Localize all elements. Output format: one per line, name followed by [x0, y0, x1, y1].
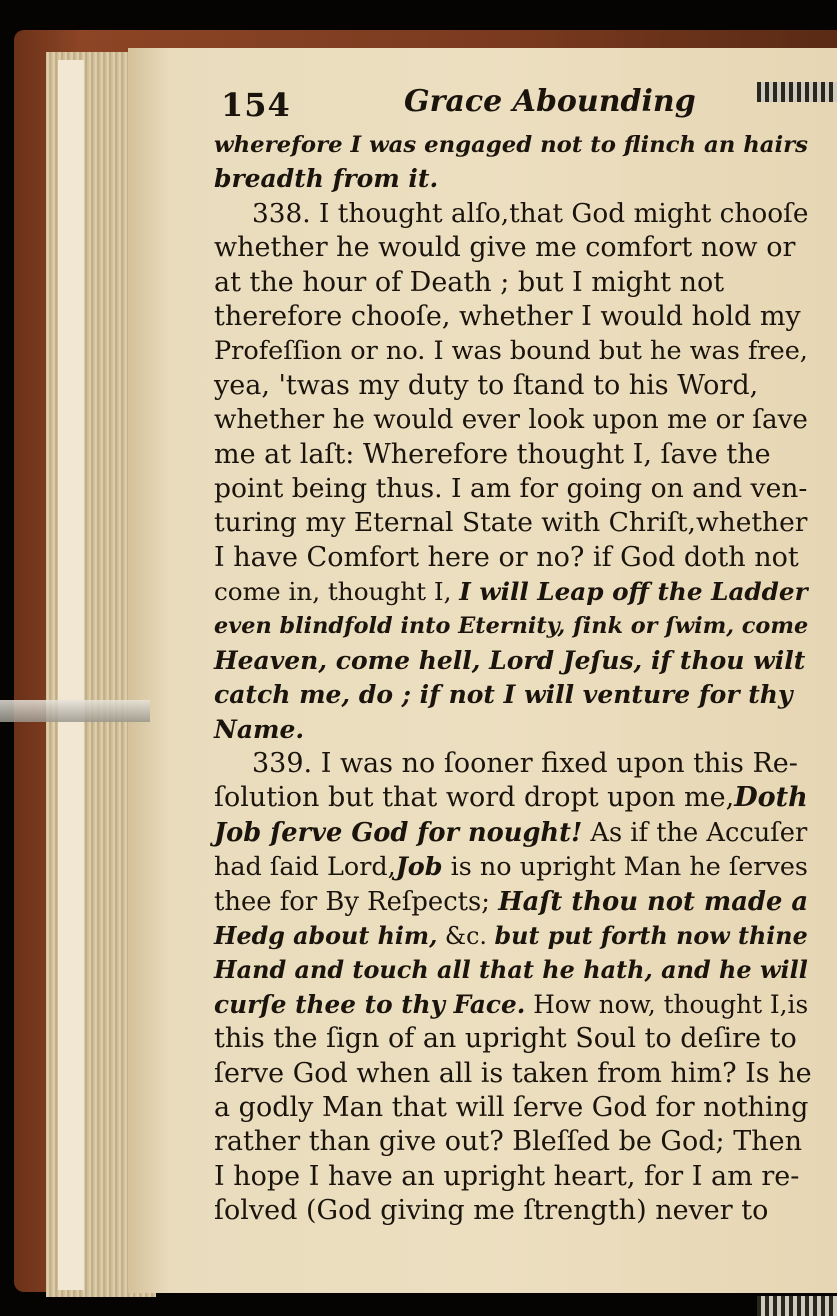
- text-span: ſolution but that word dropt upon me,: [214, 782, 735, 814]
- text-line: whether he would give me comfort now or: [214, 232, 796, 264]
- text-line: ſolved (God giving me ſtrength) never to: [214, 1195, 769, 1227]
- text-line: breadth from it.: [214, 164, 439, 194]
- text-span: As if the Accuſer: [590, 817, 808, 848]
- paragraph-338-start: 338. I thought alſo,that God might chooſe: [252, 198, 809, 229]
- text-line: [214, 850, 814, 884]
- text-line: wherefore I was engaged not to flinch an hairs: [214, 132, 808, 158]
- paragraph-339-start: 339. I was no ſooner fixed upon this Re-: [252, 748, 798, 780]
- text-line: I have Comfort here or no? if God doth not: [214, 541, 799, 573]
- text-line: yea, 'twas my duty to ſtand to his Word,: [214, 369, 759, 401]
- text-line: therefore chooſe, whether I would hold my: [214, 300, 801, 332]
- text-line: [214, 781, 814, 815]
- italic-span: Doth: [734, 782, 808, 814]
- text-span: come in, thought I,: [214, 577, 452, 607]
- italic-span: Hedg about him,: [214, 921, 438, 950]
- text-line: rather than give out? Bleſſed be God; Then: [214, 1126, 802, 1158]
- text-line: a godly Man that will ſerve God for nothing: [214, 1091, 809, 1123]
- text-line: [214, 885, 814, 919]
- text-line: even blindfold into Eternity, ſink or ſwim, come: [214, 613, 809, 640]
- text-line: at the hour of Death ; but I might not: [214, 266, 725, 298]
- italic-span: curſe thee to thy Face.: [214, 989, 526, 1019]
- text-line: turing my Eternal State with Chriſt,whether: [214, 507, 808, 539]
- text-line: Heaven, come hell, Lord Jeſus, if thou wilt: [214, 645, 806, 675]
- text-line: Profeſſion or no. I was bound but he was free,: [214, 336, 808, 367]
- text-span: is no upright Man he ſerves: [450, 852, 808, 883]
- text-line: ſerve God when all is taken from him? Is he: [214, 1057, 812, 1089]
- text-line: point being thus. I am for going on and ven-: [214, 472, 808, 504]
- text-line: whether he would ever look upon me or ſave: [214, 405, 808, 436]
- text-line: Hand and touch all that he hath, and he will: [214, 956, 808, 985]
- text-span: thee for By Reſpects;: [214, 886, 490, 917]
- text-line: [214, 816, 814, 850]
- text-line: [214, 919, 814, 953]
- text-line: I hope I have an upright heart, for I am re-: [214, 1160, 800, 1192]
- italic-span: Haſt thou not made a: [498, 886, 809, 917]
- page-number: 154: [221, 86, 291, 124]
- running-head: Grace Abounding: [404, 84, 696, 119]
- text-span: had ſaid Lord,: [214, 852, 396, 883]
- text-line: [214, 988, 814, 1022]
- italic-span: I will Leap off the Ladder: [459, 577, 808, 607]
- bookmark-ribbon: [0, 700, 150, 722]
- italic-span: but put forth now thine: [494, 921, 808, 950]
- italic-span: Job ſerve God for nought!: [214, 817, 583, 848]
- text-span: How now, thought I,is: [533, 989, 809, 1019]
- headband-bottom: [757, 1296, 837, 1316]
- text-line: me at laſt: Wherefore thought I, ſave the: [214, 438, 771, 470]
- page-header: [214, 80, 814, 128]
- text-span: &c.: [444, 921, 487, 950]
- page-text: [214, 80, 814, 1229]
- text-line: Name.: [214, 714, 305, 744]
- page-edges-inner: [58, 60, 84, 1290]
- text-line: this the ſign of an upright Soul to deſire to: [214, 1023, 797, 1055]
- text-line: catch me, do ; if not I will venture for thy: [214, 680, 793, 710]
- text-line: [214, 575, 814, 609]
- italic-span: Job: [395, 852, 443, 883]
